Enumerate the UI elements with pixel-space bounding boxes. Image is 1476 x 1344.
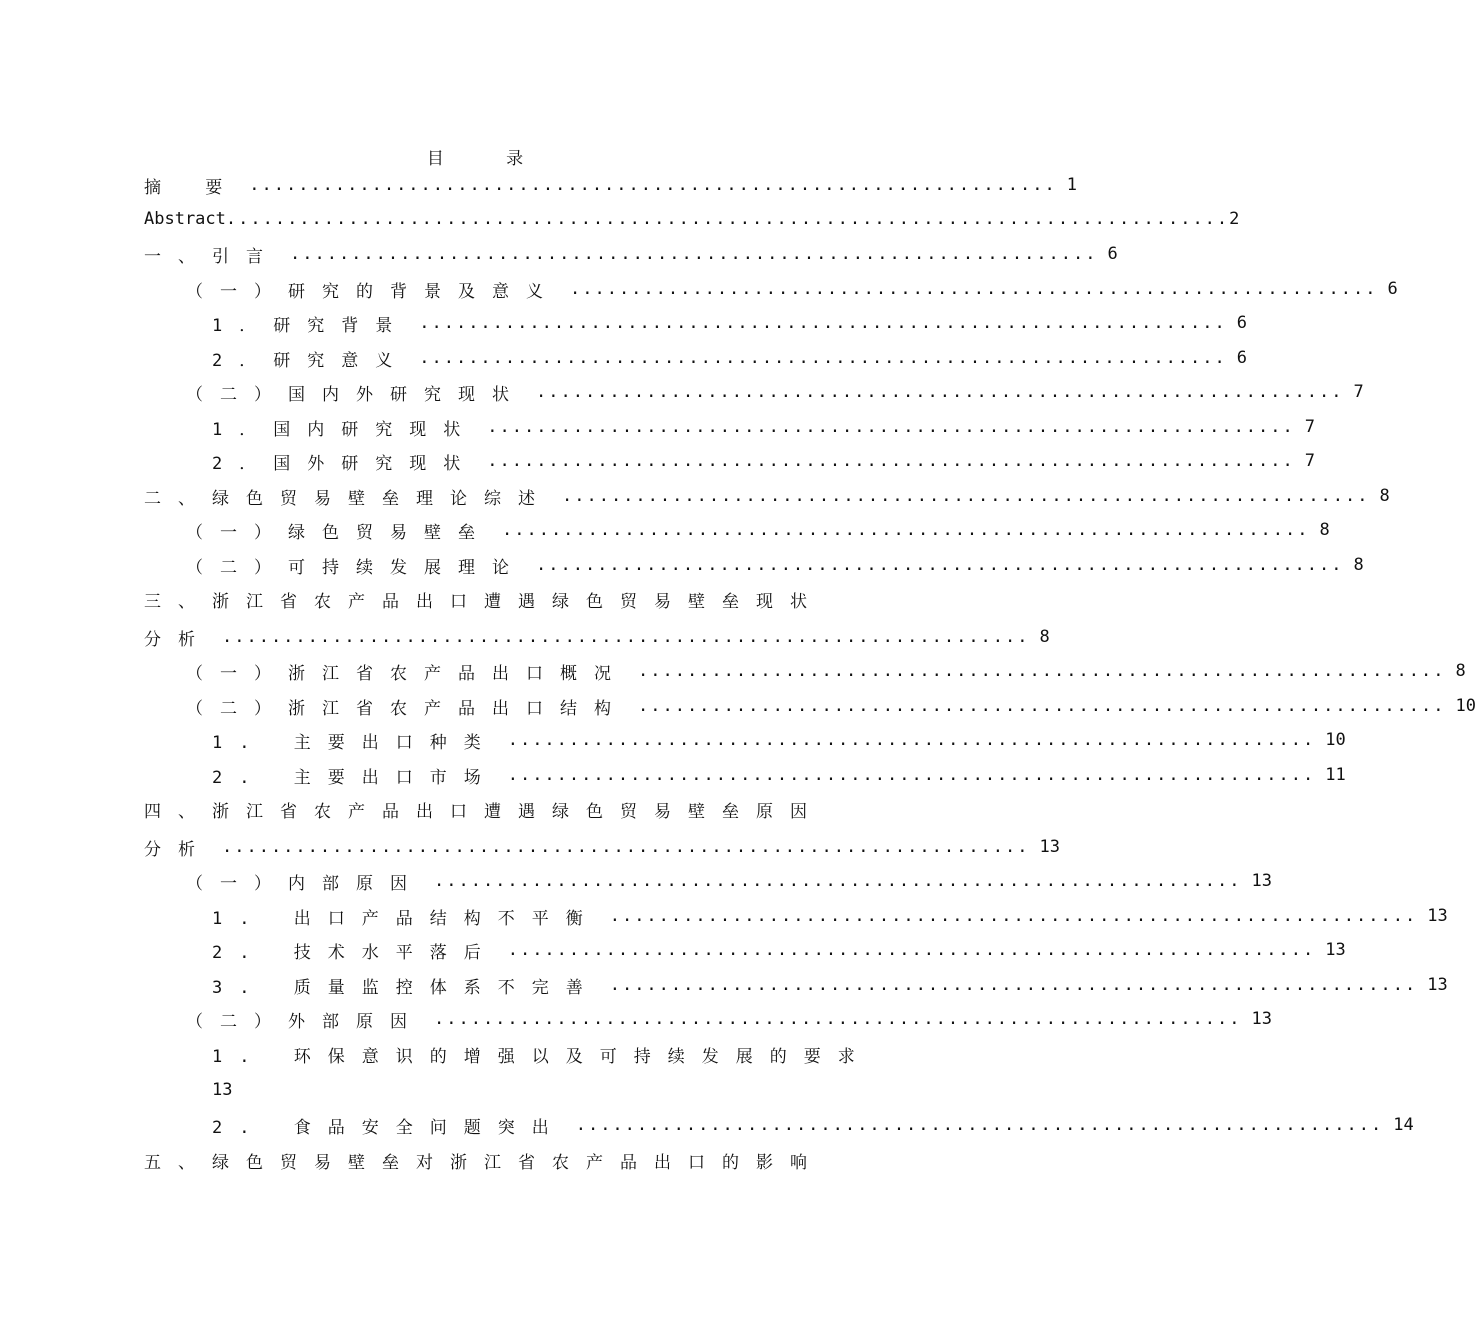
toc-entry-subsection[interactable] xyxy=(212,899,1448,933)
toc-entry-text: 2. 主要出口市场 xyxy=(212,767,498,788)
toc-page-number: 8 xyxy=(1379,486,1390,506)
toc-entry-text: 3. 质量监控体系不完善 xyxy=(212,977,600,998)
toc-page-number: 13 xyxy=(1427,906,1448,926)
toc-page-number: 13 xyxy=(1039,837,1060,857)
toc-entry-text: 二、绿色贸易壁垒理论综述 xyxy=(144,488,552,509)
toc-leader: .................................................................. xyxy=(570,279,1378,299)
toc-leader: .................................................................. xyxy=(434,1009,1242,1029)
toc-page-number: 8 xyxy=(1319,520,1330,540)
toc-leader: .................................................................. xyxy=(575,1115,1384,1135)
toc-entry-section[interactable] xyxy=(186,689,1476,723)
toc-entry-text: （二）外部原因 xyxy=(186,1011,424,1032)
toc-entry-text: 三、浙江省农产品出口遭遇绿色贸易壁垒现状 xyxy=(144,591,824,612)
toc-entry-subsection[interactable] xyxy=(212,933,1346,967)
toc-entry-subsection[interactable] xyxy=(212,1108,1414,1142)
toc-leader: .................................................................. xyxy=(638,696,1446,716)
toc-leader: .................................................................. xyxy=(249,175,1057,195)
toc-entry-abstract-en[interactable] xyxy=(144,202,1240,236)
toc-entry-section[interactable] xyxy=(186,1002,1272,1036)
toc-page-number: 1 xyxy=(1066,175,1078,195)
toc-leader: .................................................................. xyxy=(536,555,1344,575)
toc-leader: .................................................................. xyxy=(419,313,1227,333)
toc-entry-section[interactable] xyxy=(186,513,1330,547)
toc-entry-section[interactable] xyxy=(186,654,1466,688)
toc-leader: .................................................................. xyxy=(222,837,1030,857)
toc-entry-section[interactable] xyxy=(186,375,1364,409)
toc-page-number: 7 xyxy=(1353,382,1364,402)
toc-entry-chapter-3[interactable] xyxy=(144,582,824,616)
toc-entry-subsection[interactable] xyxy=(212,968,1448,1002)
toc-entry-chapter-3-cont[interactable] xyxy=(144,620,1050,654)
toc-entry-text: （二）浙江省农产品出口结构 xyxy=(186,698,628,719)
toc-entry-chapter-2[interactable] xyxy=(144,479,1390,513)
toc-entry-text: 2. 技术水平落后 xyxy=(212,942,498,963)
toc-page-number: 8 xyxy=(1039,627,1050,647)
toc-entry-subsection[interactable] xyxy=(212,723,1346,757)
toc-leader: .................................................................. xyxy=(487,451,1295,471)
toc-entry-text: （一）内部原因 xyxy=(186,873,424,894)
toc-entry-text: 一、引言 xyxy=(144,246,280,267)
toc-entry-text: 1. 主要出口种类 xyxy=(212,732,498,753)
toc-leader: .................................................................. xyxy=(222,627,1030,647)
toc-entry-text: （二）国内外研究现状 xyxy=(186,384,526,405)
toc-title: 目 录 xyxy=(426,149,550,169)
toc-entry-subsection[interactable] xyxy=(212,1037,872,1071)
toc-entry-chapter-4-cont[interactable] xyxy=(144,830,1060,864)
toc-page-number: 13 xyxy=(1251,1009,1272,1029)
toc-leader: .................................................................. xyxy=(638,661,1446,681)
toc-leader: .................................................................. xyxy=(562,486,1370,506)
toc-leader: .................................................................................. xyxy=(225,209,1230,229)
toc-page-number: 2 xyxy=(1229,209,1240,229)
toc-leader: .................................................................. xyxy=(507,940,1316,960)
toc-page-number: 13 xyxy=(1427,975,1448,995)
toc-entry-subsection[interactable] xyxy=(212,306,1248,340)
toc-entry-text: （一）绿色贸易壁垒 xyxy=(186,522,492,543)
toc-page-number: 10 xyxy=(1325,730,1346,750)
toc-page-number: 8 xyxy=(1455,661,1466,681)
toc-leader: .................................................................. xyxy=(290,244,1098,264)
toc-page-number: 13 xyxy=(1325,940,1346,960)
toc-entry-text: （一）浙江省农产品出口概况 xyxy=(186,663,628,684)
toc-entry-text: 四、浙江省农产品出口遭遇绿色贸易壁垒原因 xyxy=(144,801,824,822)
toc-entry-section[interactable] xyxy=(186,548,1364,582)
toc-page-number: 13 xyxy=(1251,871,1272,891)
toc-page-number: 6 xyxy=(1387,279,1398,299)
toc-leader: .................................................................. xyxy=(419,348,1227,368)
toc-entry-text: （一）研究的背景及意义 xyxy=(186,281,560,302)
toc-leader: .................................................................. xyxy=(507,765,1316,785)
toc-page-number: 13 xyxy=(212,1080,233,1100)
toc-page-number: 8 xyxy=(1353,555,1364,575)
toc-entry-text: 1．研究背景 xyxy=(212,315,410,336)
toc-entry-abstract-cn[interactable] xyxy=(144,168,1078,202)
toc-leader: .................................................................. xyxy=(609,975,1418,995)
toc-entry-subsection[interactable] xyxy=(212,444,1316,478)
toc-leader: .................................................................. xyxy=(434,871,1242,891)
toc-entry-section[interactable] xyxy=(186,272,1398,306)
toc-page-number: 7 xyxy=(1304,417,1316,437)
toc-page-number: 6 xyxy=(1236,348,1248,368)
toc-entry-chapter-1[interactable] xyxy=(144,237,1118,271)
toc-entry-text: 分析 xyxy=(144,629,212,650)
toc-entry-text: 五、绿色贸易壁垒对浙江省农产品出口的影响 xyxy=(144,1152,824,1173)
toc-entry-chapter-5[interactable] xyxy=(144,1143,824,1177)
toc-entry-section[interactable] xyxy=(186,864,1272,898)
toc-leader: .................................................................. xyxy=(487,417,1295,437)
toc-page-number: 10 xyxy=(1455,696,1476,716)
toc-entry-text: Abstract xyxy=(144,209,226,229)
toc-page-number: 14 xyxy=(1393,1115,1414,1135)
toc-entry-text: 1. 出口产品结构不平衡 xyxy=(212,908,600,929)
toc-leader: .................................................................. xyxy=(609,906,1418,926)
toc-leader: .................................................................. xyxy=(502,520,1310,540)
toc-entry-text: （二）可持续发展理论 xyxy=(186,557,526,578)
toc-entry-text: 1. 环保意识的增强以及可持续发展的要求 xyxy=(212,1046,872,1067)
toc-entry-text: 2．国外研究现状 xyxy=(212,453,478,474)
toc-leader: .................................................................. xyxy=(536,382,1344,402)
toc-entry-subsection[interactable] xyxy=(212,410,1316,444)
toc-entry-text: 2．研究意义 xyxy=(212,350,410,371)
toc-entry-text: 1．国内研究现状 xyxy=(212,419,478,440)
toc-entry-chapter-4[interactable] xyxy=(144,792,824,826)
toc-entry-text: 2. 食品安全问题突出 xyxy=(212,1117,566,1138)
toc-page-number: 7 xyxy=(1304,451,1316,471)
toc-entry-subsection[interactable] xyxy=(212,341,1248,375)
toc-entry-subsection[interactable] xyxy=(212,758,1346,792)
toc-entry-text: 摘 要 xyxy=(144,177,240,198)
toc-page-number: 6 xyxy=(1107,244,1118,264)
toc-entry-text: 分析 xyxy=(144,839,212,860)
toc-page-number: 11 xyxy=(1325,765,1346,785)
toc-leader: .................................................................. xyxy=(507,730,1316,750)
toc-page-number: 6 xyxy=(1236,313,1248,333)
